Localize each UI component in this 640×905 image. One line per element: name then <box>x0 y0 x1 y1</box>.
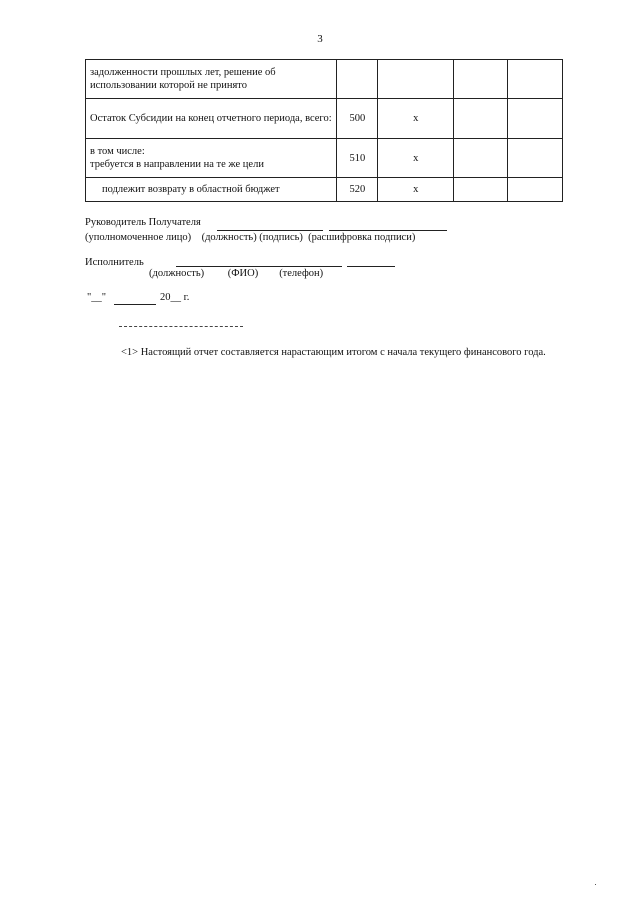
table-row <box>86 178 563 202</box>
row-col-b <box>454 60 508 99</box>
row-col-b <box>454 178 508 202</box>
row-name-line1: в том числе: <box>90 146 145 157</box>
phone-line <box>347 266 395 267</box>
row-code: 520 <box>337 178 378 202</box>
row-col-c <box>508 139 563 178</box>
scan-dot <box>595 884 596 885</box>
row-code: 500 <box>337 99 378 139</box>
row-name-line2: требуется в направлении на те же цели <box>90 159 264 170</box>
row-col-c <box>508 178 563 202</box>
executor-label: Исполнитель <box>85 257 144 268</box>
signature-line <box>329 230 447 231</box>
executor-caption: (должность) (ФИО) (телефон) <box>149 268 324 279</box>
page-number: 3 <box>317 33 323 45</box>
row-col-c <box>508 99 563 139</box>
report-table <box>85 59 563 202</box>
table-row <box>86 99 563 139</box>
footnote: <1> Настоящий отчет составляется нарастающим итогом с начала текущего финансового года. <box>121 347 546 358</box>
row-col-a: x <box>378 99 454 139</box>
footnote-separator <box>119 326 243 327</box>
row-col-c <box>508 60 563 99</box>
row-name <box>86 139 337 178</box>
row-name: задолженности прошлых лет, решение об использовании которой не принято <box>86 60 337 99</box>
date-year: 20__ г. <box>160 292 190 303</box>
table-row <box>86 139 563 178</box>
head-caption: (уполномоченное лицо) (должность) (подпись) (расшифровка подписи) <box>85 232 416 243</box>
date-month-line <box>114 304 156 305</box>
row-code: 510 <box>337 139 378 178</box>
row-col-a: x <box>378 139 454 178</box>
row-col-b <box>454 139 508 178</box>
row-col-b <box>454 99 508 139</box>
row-name: Остаток Субсидии на конец отчетного периода, всего: <box>86 99 337 139</box>
row-code <box>337 60 378 99</box>
row-col-a: x <box>378 178 454 202</box>
executor-line <box>176 266 342 267</box>
row-col-a <box>378 60 454 99</box>
position-line <box>217 230 323 231</box>
row-name: подлежит возврату в областной бюджет <box>86 178 337 202</box>
date-day: "__" <box>87 292 107 303</box>
table-row <box>86 60 563 99</box>
head-label: Руководитель Получателя <box>85 217 201 228</box>
